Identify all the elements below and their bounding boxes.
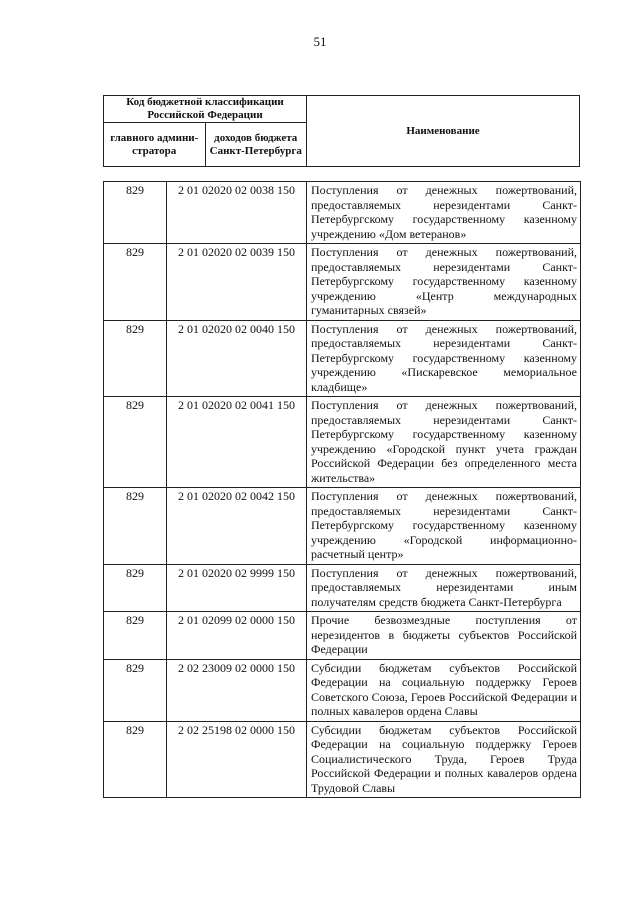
table-row xyxy=(104,244,581,321)
table-row xyxy=(104,564,581,612)
name-cell: Прочие безвозмездные поступления от нерезидентов в бюджеты субъектов Российской Федерации xyxy=(307,612,581,660)
income-code-cell: 2 02 25198 02 0000 150 xyxy=(167,721,307,798)
name-cell: Субсидии бюджетам субъектов Российской Федерации на социальную поддержку Героев Социалистического Труда, Героев Труда Российской Федерации и полных кавалеров ордена Трудовой Славы xyxy=(307,721,581,798)
name-cell: Поступления от денежных пожертвований, предоставляемых нерезидентами Санкт-Петербургскому государственному казенному учреждению «Центр международных гуманитарных связей» xyxy=(307,244,581,321)
name-cell: Субсидии бюджетам субъектов Российской Федерации на социальную поддержку Героев Советского Союза, Героев Российской Федерации и полных кавалеров ордена Славы xyxy=(307,659,581,721)
admin-code-cell: 829 xyxy=(104,721,167,798)
classification-title: Код бюджетной классификации Российской Федерации xyxy=(104,96,307,123)
income-code-cell: 2 01 02020 02 0039 150 xyxy=(167,244,307,321)
table-row xyxy=(104,659,581,721)
name-cell: Поступления от денежных пожертвований, предоставляемых нерезидентами Санкт-Петербургскому государственному казенному учреждению «Дом ветеранов» xyxy=(307,182,581,244)
income-code-cell: 2 01 02020 02 0038 150 xyxy=(167,182,307,244)
table-row xyxy=(104,721,581,798)
table-row xyxy=(104,397,581,488)
admin-code-cell: 829 xyxy=(104,244,167,321)
admin-code-cell: 829 xyxy=(104,659,167,721)
income-code-cell: 2 01 02020 02 0040 150 xyxy=(167,320,307,397)
table-row xyxy=(104,612,581,660)
name-cell: Поступления от денежных пожертвований, предоставляемых нерезидентами иным получателям средств бюджета Санкт-Петербурга xyxy=(307,564,581,612)
table-row xyxy=(104,182,581,244)
name-cell: Поступления от денежных пожертвований, предоставляемых нерезидентами Санкт-Петербургскому государственному казенному учреждению «Пискаревское мемориальное кладбище» xyxy=(307,320,581,397)
admin-code-cell: 829 xyxy=(104,397,167,488)
page-number: 51 xyxy=(313,34,327,49)
name-cell: Поступления от денежных пожертвований, предоставляемых нерезидентами Санкт-Петербургскому государственному казенному учреждению «Городской информационно-расчетный центр» xyxy=(307,488,581,565)
income-code-cell: 2 01 02099 02 0000 150 xyxy=(167,612,307,660)
admin-code-cell: 829 xyxy=(104,320,167,397)
income-code-cell: 2 01 02020 02 9999 150 xyxy=(167,564,307,612)
admin-code-cell: 829 xyxy=(104,564,167,612)
admin-code-cell: 829 xyxy=(104,488,167,565)
name-cell: Поступления от денежных пожертвований, предоставляемых нерезидентами Санкт-Петербургскому государственному казенному учреждению «Городской пункт учета граждан Российской Федерации без определенного места жительства» xyxy=(307,397,581,488)
income-code-cell: 2 02 23009 02 0000 150 xyxy=(167,659,307,721)
admin-code-cell: 829 xyxy=(104,182,167,244)
admin-column-header: главного админи-стратора xyxy=(104,123,206,167)
table-row xyxy=(104,488,581,565)
admin-code-cell: 829 xyxy=(104,612,167,660)
income-code-cell: 2 01 02020 02 0041 150 xyxy=(167,397,307,488)
table-header xyxy=(103,95,580,167)
income-column-header: доходов бюджета Санкт-Петербурга xyxy=(205,123,307,167)
income-code-cell: 2 01 02020 02 0042 150 xyxy=(167,488,307,565)
table-row xyxy=(104,320,581,397)
classification-table xyxy=(103,181,581,798)
name-column-header: Наименование xyxy=(307,96,580,167)
